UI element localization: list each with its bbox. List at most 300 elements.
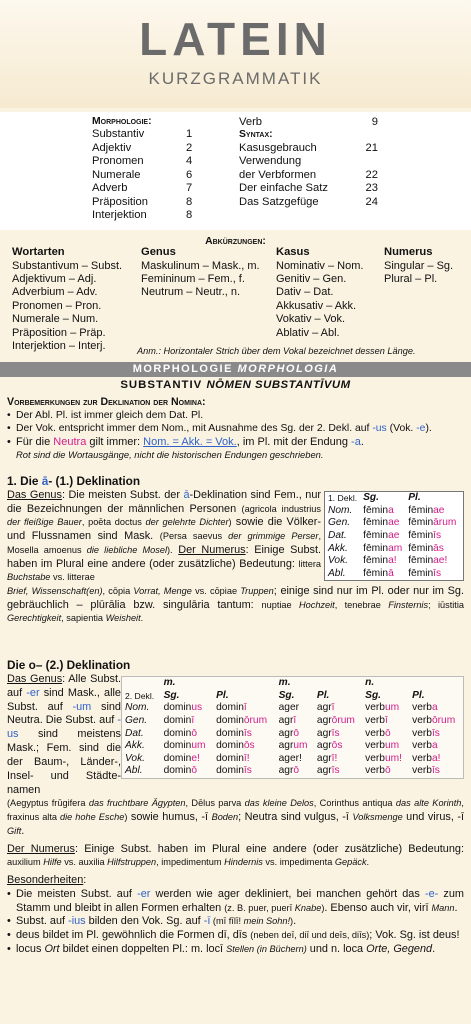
word-stem: domin xyxy=(216,752,244,764)
word-ending: ō xyxy=(384,765,391,777)
header xyxy=(0,0,471,108)
word-stem: verb xyxy=(365,727,385,739)
toc-item-page: 23 xyxy=(365,182,378,195)
form-cell xyxy=(161,740,214,753)
list-item-text: ). xyxy=(425,423,432,435)
form-cell xyxy=(405,543,459,556)
toc-item-page: 9 xyxy=(371,116,378,128)
besonderheiten-list xyxy=(7,888,464,957)
vorbemerkungen-note: Rot sind die Wortausgänge, nicht die historischen Endungen geschrieben. xyxy=(16,449,324,461)
form-cell xyxy=(213,715,276,728)
table-row xyxy=(122,740,463,753)
word-stem: fēmin xyxy=(408,542,434,554)
list-item-text: bildet einen doppelten Pl.: m. locī xyxy=(59,942,227,955)
paragraph-text: sowie humus, -ī xyxy=(127,811,212,824)
column-header-pl: Pl. xyxy=(216,689,229,701)
word-ending: um xyxy=(384,702,400,714)
example-translation: das alte Korinth xyxy=(395,798,462,809)
abbr-item: Neutrum – Neutr., n. xyxy=(141,286,241,299)
word-ending: ae xyxy=(388,529,400,541)
example-translation: Buchstabe xyxy=(7,572,51,583)
example-translation: Ort xyxy=(44,942,60,955)
ending-text: -e xyxy=(416,423,426,435)
word-ending: um xyxy=(384,740,400,752)
toc-row xyxy=(92,209,192,222)
abbr-item: Plural – Pl. xyxy=(384,273,438,286)
word-stem: domin xyxy=(216,714,244,726)
word-stem: domin xyxy=(163,714,192,726)
list-item-text: . xyxy=(293,915,297,928)
form-cell xyxy=(314,753,362,766)
toc-syntax-heading: Syntax: xyxy=(239,129,273,141)
form-cell xyxy=(360,530,405,543)
case-label: Abl. xyxy=(328,567,346,579)
word-ending: ōrum xyxy=(243,714,268,726)
toc-right xyxy=(239,116,378,209)
paragraph-text: : Die meisten Subst. der xyxy=(61,488,184,501)
toc-item-page: 2 xyxy=(185,141,193,154)
column-header-sg: Sg. xyxy=(365,689,382,701)
numerus-paragraph xyxy=(7,585,464,626)
list-item-text: bilden den Vok. Sg. auf xyxy=(85,915,204,928)
toc-item-label: Kasusgebrauch xyxy=(239,141,317,154)
declension-2-table xyxy=(121,676,464,779)
list-item-text: werden wie ager dekliniert, bei manchen gehört das xyxy=(150,887,425,900)
word-ending: ōs xyxy=(243,740,255,752)
word-ending: īs xyxy=(331,765,340,777)
form-cell xyxy=(405,555,459,568)
list-item xyxy=(7,436,464,450)
abbr-item: Adjektivum – Adj. xyxy=(12,273,97,286)
example-text: (Persa saevus xyxy=(159,531,229,542)
case-label: Dat. xyxy=(125,727,144,739)
example-text: , fraxinus alta xyxy=(7,798,464,823)
abbr-item: Numerale – Num. xyxy=(12,313,99,326)
abbr-item: Substantivum – Subst. xyxy=(12,259,123,272)
word-ending: a! xyxy=(388,555,397,567)
word-ending: ā xyxy=(388,567,394,579)
example-translation: der gelehrte Dichter xyxy=(145,517,229,528)
form-cell xyxy=(213,702,276,715)
gender-header: m. xyxy=(163,677,176,688)
besonderheiten-heading xyxy=(7,874,464,888)
example-translation: der fleißige Bauer xyxy=(7,517,82,528)
toc-row xyxy=(239,182,378,195)
toc-item-label: Interjektion xyxy=(92,209,147,222)
title-part: - (1.) Deklination xyxy=(48,474,141,488)
case-label: Gen. xyxy=(328,517,351,529)
column-header-pl: Pl. xyxy=(316,689,330,701)
example-text: (agricola industrius xyxy=(241,503,322,514)
example-translation: Gerechtigkeit xyxy=(7,613,62,624)
table-row xyxy=(122,765,463,778)
toc-left xyxy=(92,116,192,223)
word-stem: domin xyxy=(216,702,244,714)
example-text: (z. B. puer, puerī xyxy=(224,902,295,913)
form-cell xyxy=(405,517,459,530)
word-ending: ō xyxy=(191,727,197,739)
column-header-pl: Pl. xyxy=(412,689,425,701)
form-cell xyxy=(213,740,276,753)
section-band xyxy=(0,362,471,377)
list-item-text: deus bildet im Pl. gewöhnlich die Formen dī, dīs xyxy=(16,929,251,942)
example-text: (Aegyptus frūgifera xyxy=(7,798,89,809)
word-stem: agr xyxy=(316,752,332,764)
form-cell xyxy=(161,753,214,766)
abbr-column-header: Wortarten xyxy=(12,246,65,258)
list-item-text: gilt immer: xyxy=(86,435,144,448)
example-translation: Boden xyxy=(211,812,239,823)
toc-item-label: Adjektiv xyxy=(92,141,132,154)
case-label: Abl. xyxy=(125,765,143,777)
abbr-item: Singular – Sg. xyxy=(384,259,454,272)
toc-item-page: 4 xyxy=(185,155,193,168)
form-cell xyxy=(409,753,463,766)
example-text: . xyxy=(140,613,144,624)
abbr-item: Vokativ – Vok. xyxy=(276,313,346,326)
list-item: • locus Ort bildet einen doppelten Pl.: m. locī Stellen (in Büchern) und n. loca Orte, Gegend. xyxy=(7,942,436,955)
toc-item-page: 8 xyxy=(185,209,193,222)
abbr-item: Nominativ – Nom. xyxy=(276,259,364,272)
word-ending: īs xyxy=(433,567,442,579)
paragraph-text: : Alle Subst. auf xyxy=(7,672,121,699)
word-ending: ōrum xyxy=(431,714,456,726)
form-cell xyxy=(405,505,459,518)
example-text: littera xyxy=(298,558,321,569)
example-translation: Brief, Wissenschaft(en) xyxy=(7,586,103,596)
toc-item-label: Das Satzgefüge xyxy=(239,195,319,208)
form-cell xyxy=(161,715,214,728)
word-stem: agr xyxy=(316,765,332,777)
title-part: 1. Die xyxy=(7,474,42,488)
example-text: (neben deī, diī und deīs, diīs) xyxy=(250,930,370,941)
table-row xyxy=(122,728,463,741)
word-stem: fēmin xyxy=(363,517,389,529)
list-item-text: Für die xyxy=(16,435,54,448)
paragraph-text: : Einige Subst. haben im Plural eine andere (oder zusätzliche) Bedeutung: xyxy=(7,543,321,570)
example-translation: Volksmenge xyxy=(352,812,403,823)
ending-text: -a xyxy=(351,435,361,448)
genus-paragraph xyxy=(7,489,321,585)
word-ending: um! xyxy=(384,752,402,764)
example-text: , poēta doctus xyxy=(81,517,146,528)
form-cell xyxy=(276,715,314,728)
list-item-text: , im Pl. mit der Endung xyxy=(236,435,352,448)
abbr-col-kasus xyxy=(276,246,363,340)
form-cell xyxy=(213,765,276,778)
toc-item-page: 7 xyxy=(185,182,193,195)
example-translation: das kleine Delos xyxy=(244,798,314,809)
example-translation: der grimmige Perser xyxy=(228,531,319,542)
paragraph-text: -Deklination sind Fem., nur die Bezeichnungen der männlichen Personen xyxy=(7,488,322,515)
form-cell xyxy=(314,740,362,753)
form-cell xyxy=(409,728,463,741)
toc-item-page: 22 xyxy=(365,168,378,181)
form-cell xyxy=(405,568,459,581)
example-translation: Finsternis xyxy=(388,599,429,610)
abbr-column-header: Genus xyxy=(141,246,176,258)
word-ending: e! xyxy=(191,752,200,764)
substantiv-heading xyxy=(0,378,471,392)
abbr-col-genus xyxy=(141,246,260,300)
word-ending: ī! xyxy=(331,752,338,764)
abbr-item: Ablativ – Abl. xyxy=(276,326,340,339)
ending-text: -e- xyxy=(424,887,439,900)
vorbemerkungen-heading: Vorbemerkungen zur Deklination der Nomina: xyxy=(7,396,206,408)
example-translation: Stellen (in Büchern) xyxy=(226,943,307,954)
toc-row xyxy=(239,169,378,182)
abbr-item: Adverbium – Adv. xyxy=(12,286,98,299)
toc-item-page: 8 xyxy=(185,195,193,208)
toc-item-label: Substantiv xyxy=(92,128,145,141)
table-row xyxy=(122,753,463,766)
example-text: . xyxy=(366,857,370,868)
list-item: • Subst. auf -ius bilden den Vok. Sg. auf -ī (mī fīlī! mein Sohn!). xyxy=(7,915,297,928)
word-ending: um xyxy=(191,740,206,752)
toc-item-label: Verwendung xyxy=(239,155,302,168)
example-text: ) xyxy=(124,812,128,823)
example-translation: Weisheit xyxy=(105,613,141,624)
form-cell xyxy=(362,753,409,766)
word-stem: domin xyxy=(163,765,192,777)
form-cell xyxy=(362,702,409,715)
list-item-text: . xyxy=(454,901,458,914)
form-cell xyxy=(314,765,362,778)
form-cell xyxy=(276,765,314,778)
page-subtitle: KURZGRAMMATIK xyxy=(148,69,323,88)
case-label: Nom. xyxy=(125,702,150,714)
genus-label: Das Genus xyxy=(7,672,63,685)
word-stem: fēmin xyxy=(363,542,389,554)
example-text: , impedimentum xyxy=(156,857,225,868)
ending-text: -ius xyxy=(68,915,86,928)
form-cell xyxy=(161,728,214,741)
form-cell xyxy=(314,728,362,741)
form-cell xyxy=(161,702,214,715)
table-corner: 2. Dekl. xyxy=(125,690,155,701)
section-title: Die o– (2.) Deklination xyxy=(7,658,131,672)
list-item-text: und n. loca xyxy=(306,942,367,955)
form-cell xyxy=(360,568,405,581)
list-item xyxy=(7,409,464,422)
example-text: ; iūstitia xyxy=(428,599,464,610)
word-stem: verb xyxy=(365,765,385,777)
word-ending: am xyxy=(388,542,403,554)
list-item-text: Subst. auf xyxy=(16,915,69,928)
example-text: vs. cōpiae xyxy=(191,586,241,596)
word-ending: ae! xyxy=(433,555,448,567)
abbreviations-note: Anm.: Horizontaler Strich über dem Vokal bezeichnet dessen Länge. xyxy=(137,346,416,356)
word-stem: domin xyxy=(163,727,192,739)
ending-text: -us xyxy=(7,714,121,741)
ending-text: -us xyxy=(372,423,387,435)
toc-item-label: Verb xyxy=(239,116,263,128)
word-ending: ō xyxy=(384,727,391,739)
example-text: , Corinthus antiqua xyxy=(313,798,396,809)
case-label: Vok. xyxy=(125,752,146,764)
band-text: MORPHOLOGIE xyxy=(132,363,238,375)
word-ending: ī! xyxy=(243,752,250,764)
word-ending: a xyxy=(431,702,438,714)
word-stem: verb xyxy=(365,752,385,764)
page-title: LATEIN xyxy=(139,13,332,65)
toc-row xyxy=(92,128,192,141)
besonderheiten-label: Besonderheiten xyxy=(7,874,84,887)
abbr-col-numerus xyxy=(384,246,453,286)
toc-item-label: Präposition xyxy=(92,195,148,208)
list-item-text: Der Vok. entspricht immer dem Nom., mit Ausnahme des Sg. der 2. Dekl. auf xyxy=(16,423,373,435)
paragraph-text: ; einige sind nur im Pl. oder nur im Sg. gebräuchlich – plūrālia bzw. singulāria tantum: xyxy=(7,585,464,611)
abbr-item: Femininum – Fem., f. xyxy=(141,273,245,286)
word-stem: ager! xyxy=(278,752,302,764)
word-stem: verb xyxy=(365,740,385,752)
neutra-text: Neutra xyxy=(53,435,87,448)
toc-item-label: Der einfache Satz xyxy=(239,182,328,195)
word-ending: īs xyxy=(431,727,440,739)
word-ending: ī xyxy=(331,702,335,714)
example-translation: Knabe xyxy=(294,902,322,913)
toc-row xyxy=(92,155,192,168)
example-text: , tenebrae xyxy=(334,599,389,610)
form-cell xyxy=(276,728,314,741)
abbreviations-section xyxy=(0,232,471,360)
table-corner: 1. Dekl. xyxy=(328,492,358,503)
genus-examples xyxy=(7,797,464,838)
form-cell xyxy=(360,517,405,530)
table-row xyxy=(325,505,459,518)
paragraph-text: . xyxy=(21,824,25,837)
toc-item-label: Adverb xyxy=(92,182,128,195)
table-row xyxy=(122,702,463,715)
paragraph-text: sowie die Völker- und Flussnamen sind Mask. xyxy=(7,516,321,543)
equality-text: Nom. = Akk. = Vok. xyxy=(143,435,237,448)
word-stem: domin xyxy=(163,740,192,752)
word-stem: fēmin xyxy=(408,529,434,541)
form-cell xyxy=(362,765,409,778)
form-cell xyxy=(409,740,463,753)
numerus-label: Der Numerus xyxy=(7,842,75,855)
form-cell xyxy=(314,715,362,728)
toc-morphologie-heading: Morphologie: xyxy=(92,116,152,127)
example-translation: Vorrat, Menge xyxy=(133,586,192,596)
ending-text: -er xyxy=(26,686,40,699)
toc-item-page: 21 xyxy=(365,141,378,154)
toc-row xyxy=(92,182,192,195)
word-ending: ī xyxy=(384,714,388,726)
list-item-text: Der Abl. Pl. ist immer gleich dem Dat. Pl. xyxy=(16,410,204,422)
word-stem: fēmin xyxy=(408,517,434,529)
abbr-item: Dativ – Dat. xyxy=(276,286,334,299)
example-translation: die hohe Esche xyxy=(60,812,125,823)
abbr-column-header: Numerus xyxy=(384,246,433,258)
word-stem: domin xyxy=(163,702,192,714)
list-item-text: . xyxy=(432,942,436,955)
abbr-item: Interjektion – Interj. xyxy=(12,340,106,353)
column-header-sg: Sg. xyxy=(163,689,180,701)
word-ending: ās xyxy=(433,542,444,554)
toc-row xyxy=(92,196,192,209)
word-ending: īs xyxy=(433,529,442,541)
table-row xyxy=(325,517,459,530)
table-row xyxy=(122,715,463,728)
column-header-sg: Sg. xyxy=(363,492,379,503)
word-stem: verb xyxy=(365,702,385,714)
word-ending: ō xyxy=(191,765,197,777)
word-ending: a xyxy=(388,504,394,516)
paragraph-text: : xyxy=(83,874,87,887)
example-text: , Dēlus parva xyxy=(185,798,245,809)
form-cell xyxy=(360,505,405,518)
ending-text: -ī xyxy=(203,915,211,928)
paragraph-text: sind meistens Mask.; Fem. sind die der Baum-, Länder-, Insel- und Städte- namen xyxy=(7,728,121,796)
word-stem: agr xyxy=(278,714,294,726)
word-ending: a xyxy=(431,740,438,752)
word-ending: ārum xyxy=(433,517,457,529)
table-row xyxy=(325,568,459,581)
word-stem: ager xyxy=(278,702,300,714)
word-stem: verb xyxy=(412,765,432,777)
word-ending: a! xyxy=(431,752,441,764)
declension-1-table xyxy=(324,491,464,581)
word-stem: fēmin xyxy=(408,504,434,516)
list-item: • deus bildet im Pl. gewöhnlich die Formen dī, dīs (neben deī, diī und deīs, diīs); Vok. Sg. ist deus! xyxy=(7,929,460,942)
word-stem: agr xyxy=(316,714,332,726)
example-translation: die liebliche Mosel xyxy=(86,544,167,555)
gender-header: n. xyxy=(365,677,375,688)
vowel-text: ā xyxy=(183,488,190,501)
table-of-contents xyxy=(0,112,471,230)
example-translation: Hochzeit xyxy=(298,599,335,610)
toc-item-label: Numerale xyxy=(92,168,141,181)
case-label: Gen. xyxy=(125,714,148,726)
word-ending: ō xyxy=(293,727,300,739)
word-ending: īs xyxy=(331,727,340,739)
abbr-column-header: Kasus xyxy=(276,246,310,258)
word-ending: īs xyxy=(431,765,440,777)
example-translation: Gepäck xyxy=(334,857,367,868)
form-cell xyxy=(360,555,405,568)
word-stem: agr xyxy=(278,765,294,777)
abbr-item: Pronomen – Pron. xyxy=(12,299,102,312)
example-text: (mī fīlī! xyxy=(210,916,244,927)
list-item-text: (Vok. xyxy=(386,423,417,435)
example-translation: Mann xyxy=(431,902,455,913)
example-translation: Orte, Gegend xyxy=(366,942,433,955)
example-text: , Mosella amoenus xyxy=(7,531,321,555)
toc-item-page: 6 xyxy=(185,168,193,181)
word-stem: verb xyxy=(412,714,432,726)
example-text: vs. auxilia xyxy=(61,857,108,868)
toc-row xyxy=(239,155,378,168)
example-translation: Hilfe xyxy=(43,857,62,868)
word-stem: verb xyxy=(412,702,432,714)
example-text: ) xyxy=(228,517,232,528)
word-stem: domin xyxy=(216,727,244,739)
case-label: Akk. xyxy=(125,740,145,752)
toc-row xyxy=(92,142,192,155)
form-cell xyxy=(276,702,314,715)
word-stem: fēmin xyxy=(408,555,434,567)
word-stem: verb xyxy=(412,727,432,739)
toc-item-page: 24 xyxy=(365,195,378,208)
list-item: • Die meisten Subst. auf -er werden wie ager dekliniert, bei manchen gehört das -e- zum Stamm und bleibt in allen Formen erhalten (z. B. puer, puerī Knabe). Ebenso auch vir, virī Mann. xyxy=(7,887,464,914)
word-stem: domin xyxy=(216,765,244,777)
word-ending: ō xyxy=(293,765,300,777)
abbr-col-wortarten xyxy=(12,246,122,354)
list-item-text: zum Stamm und bleibt in allen Formen erhalten xyxy=(16,887,464,914)
word-stem: fēmin xyxy=(408,567,434,579)
form-cell xyxy=(360,543,405,556)
